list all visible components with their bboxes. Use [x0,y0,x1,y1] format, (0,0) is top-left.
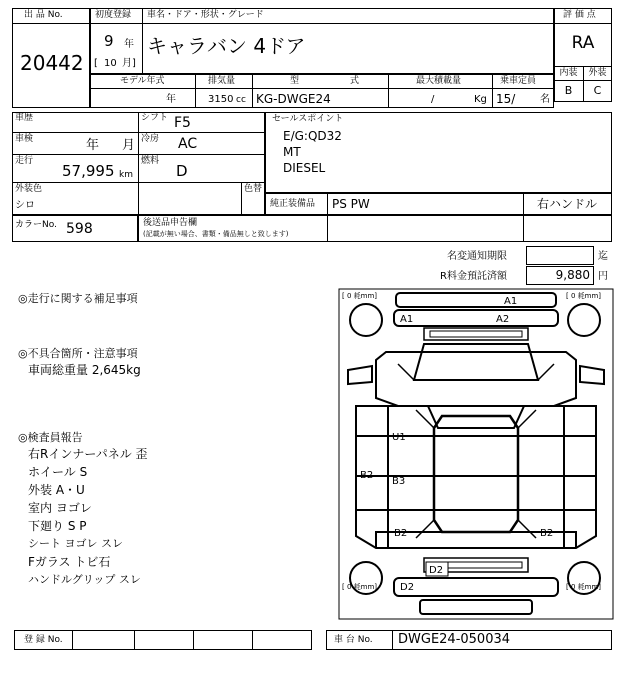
tire-front-right [568,304,600,336]
rear-bumper-bottom [420,600,532,614]
recycle-value: 9,880 [555,268,590,282]
inspector-line-3: 外装 A・U [28,483,85,497]
docs-note: (記載が無い場合、書類・備品無しと致します) [143,230,289,238]
mark-a1-bumper: A1 [400,314,414,325]
first-reg-year: 9 [104,32,114,50]
mark-a2-bumper: A2 [496,314,510,325]
history-label: 車歴 [15,113,34,123]
tire-label-bl: [ 0 耗mm] [342,583,378,591]
recolor-label: 色替 [244,184,263,194]
front-bumper [394,310,558,326]
inspector-line-5: 下廻り S P [28,519,87,533]
tire-label-tl: [ 0 耗mm] [342,292,378,300]
chassis-label: 車 台 No. [334,635,373,645]
inspection-year-unit: 年 [86,138,100,153]
handle-value: 右ハンドル [537,197,598,211]
ext-color-value: シロ [15,200,35,211]
inspector-line-1: 右Rインナーパネル 歪 [28,447,148,461]
defects-line-1: 車両総重量 2,645kg [28,363,141,377]
sales-point-2: MT [283,145,301,159]
first-reg-label: 初度登録 [95,10,132,20]
tire-label-tr: [ 0 耗mm] [566,292,602,300]
mark-u1-roof: U1 [392,432,406,443]
mark-b2-rear-right: B2 [540,528,554,539]
mark-d2-plate: D2 [429,565,444,576]
roof-panel [434,416,518,532]
score-label: 評 価 点 [563,10,596,20]
mileage-value: 57,995 [62,162,115,180]
inspector-line-2: ホイール S [28,465,88,479]
inspector-line-8: ハンドルグリップ スレ [28,573,141,586]
capacity-unit: 名 [540,94,550,105]
sales-point-3: DIESEL [283,161,326,175]
shift-label: シフト [141,113,169,123]
capacity-value: 15/ [496,92,516,106]
ac-value: AC [178,136,198,152]
first-reg-month: 10 [104,58,117,69]
capacity-label: 乗車定員 [500,76,537,86]
name-change-label: 名変通知期限 [447,251,507,262]
first-reg-month-open: [ [94,58,98,69]
max-load-label: 最大積載量 [416,76,462,86]
mark-a1-front: A1 [504,296,518,307]
displacement-value: 3150 [208,94,234,105]
model-year-label: モデル年式 [120,76,165,86]
interior-label: 内装 [559,68,578,78]
mileage-label: 走行 [15,156,34,166]
displacement-label: 排気量 [208,76,236,86]
lot-label: 出 品 No. [24,10,63,20]
lot-number: 20442 [20,51,84,75]
reg-no-label: 登 録 No. [24,635,63,645]
color-no-label: カラーNo. [15,220,57,230]
first-reg-year-unit: 年 [124,39,134,50]
sales-point-1: E/G:QD32 [283,129,342,143]
color-no-value: 598 [66,221,93,237]
max-load-slash: / [431,94,435,105]
equipment-value: PS PW [332,197,370,211]
inspection-label: 車検 [15,134,34,144]
fuel-label: 燃料 [141,156,160,166]
ac-label: 冷房 [141,134,160,144]
ext-color-label: 外装色 [15,184,43,194]
mirror-left [348,366,372,384]
mark-b3-left: B3 [392,476,406,487]
name-change-unit: 迄 [598,251,608,262]
model-label-a: 型 [290,76,300,86]
front-bumper-top [396,293,556,307]
tire-label-br: [ 0 耗mm] [566,583,602,591]
model-year-unit: 年 [166,94,176,105]
mark-d2-bumper: D2 [400,582,415,593]
sales-point-label: セールスポイント [272,114,344,124]
vehicle-damage-diagram [338,288,614,620]
interior-grade: B [564,84,573,97]
inspector-line-6: シート ヨゴレ スレ [28,537,123,550]
tire-front-left [350,304,382,336]
model-label-b: 式 [350,76,360,86]
inspector-title: ◎検査員報告 [18,431,83,444]
car-name-label: 車名・ドア・形状・グレード [147,10,264,20]
rear-bumper [394,578,558,596]
recycle-unit: 円 [598,271,608,282]
model-value: KG-DWGE24 [256,92,331,106]
score-value: RA [571,33,595,53]
mileage-unit: km [119,170,133,180]
shift-value: F5 [174,115,191,131]
driving-title: ◎走行に関する補足事項 [18,292,138,305]
exterior-label: 外装 [588,68,607,78]
docs-label: 後送品申告欄 [143,218,198,228]
defects-title: ◎不具合箇所・注意事項 [18,347,138,360]
recycle-label: R料金預託済額 [440,271,507,282]
inspection-month-unit: 月 [122,138,136,153]
max-load-unit: Kg [474,94,487,105]
car-name: キャラバン 4ドア [147,34,306,58]
inspector-line-7: Fガラス トビ石 [28,555,111,569]
displacement-unit: cc [236,95,246,105]
equipment-label: 純正装備品 [270,199,316,209]
chassis-no: DWGE24-050034 [398,632,511,647]
first-reg-month-unit: 月] [122,58,136,69]
mirror-right [580,366,604,384]
fuel-value: D [176,162,188,180]
exterior-grade: C [593,84,602,97]
mark-b2-left: B2 [360,470,374,481]
inspector-line-4: 室内 ヨゴレ [28,501,92,515]
mark-b2-rear-left: B2 [394,528,408,539]
front-grille [424,328,528,340]
name-change-field [526,246,594,265]
